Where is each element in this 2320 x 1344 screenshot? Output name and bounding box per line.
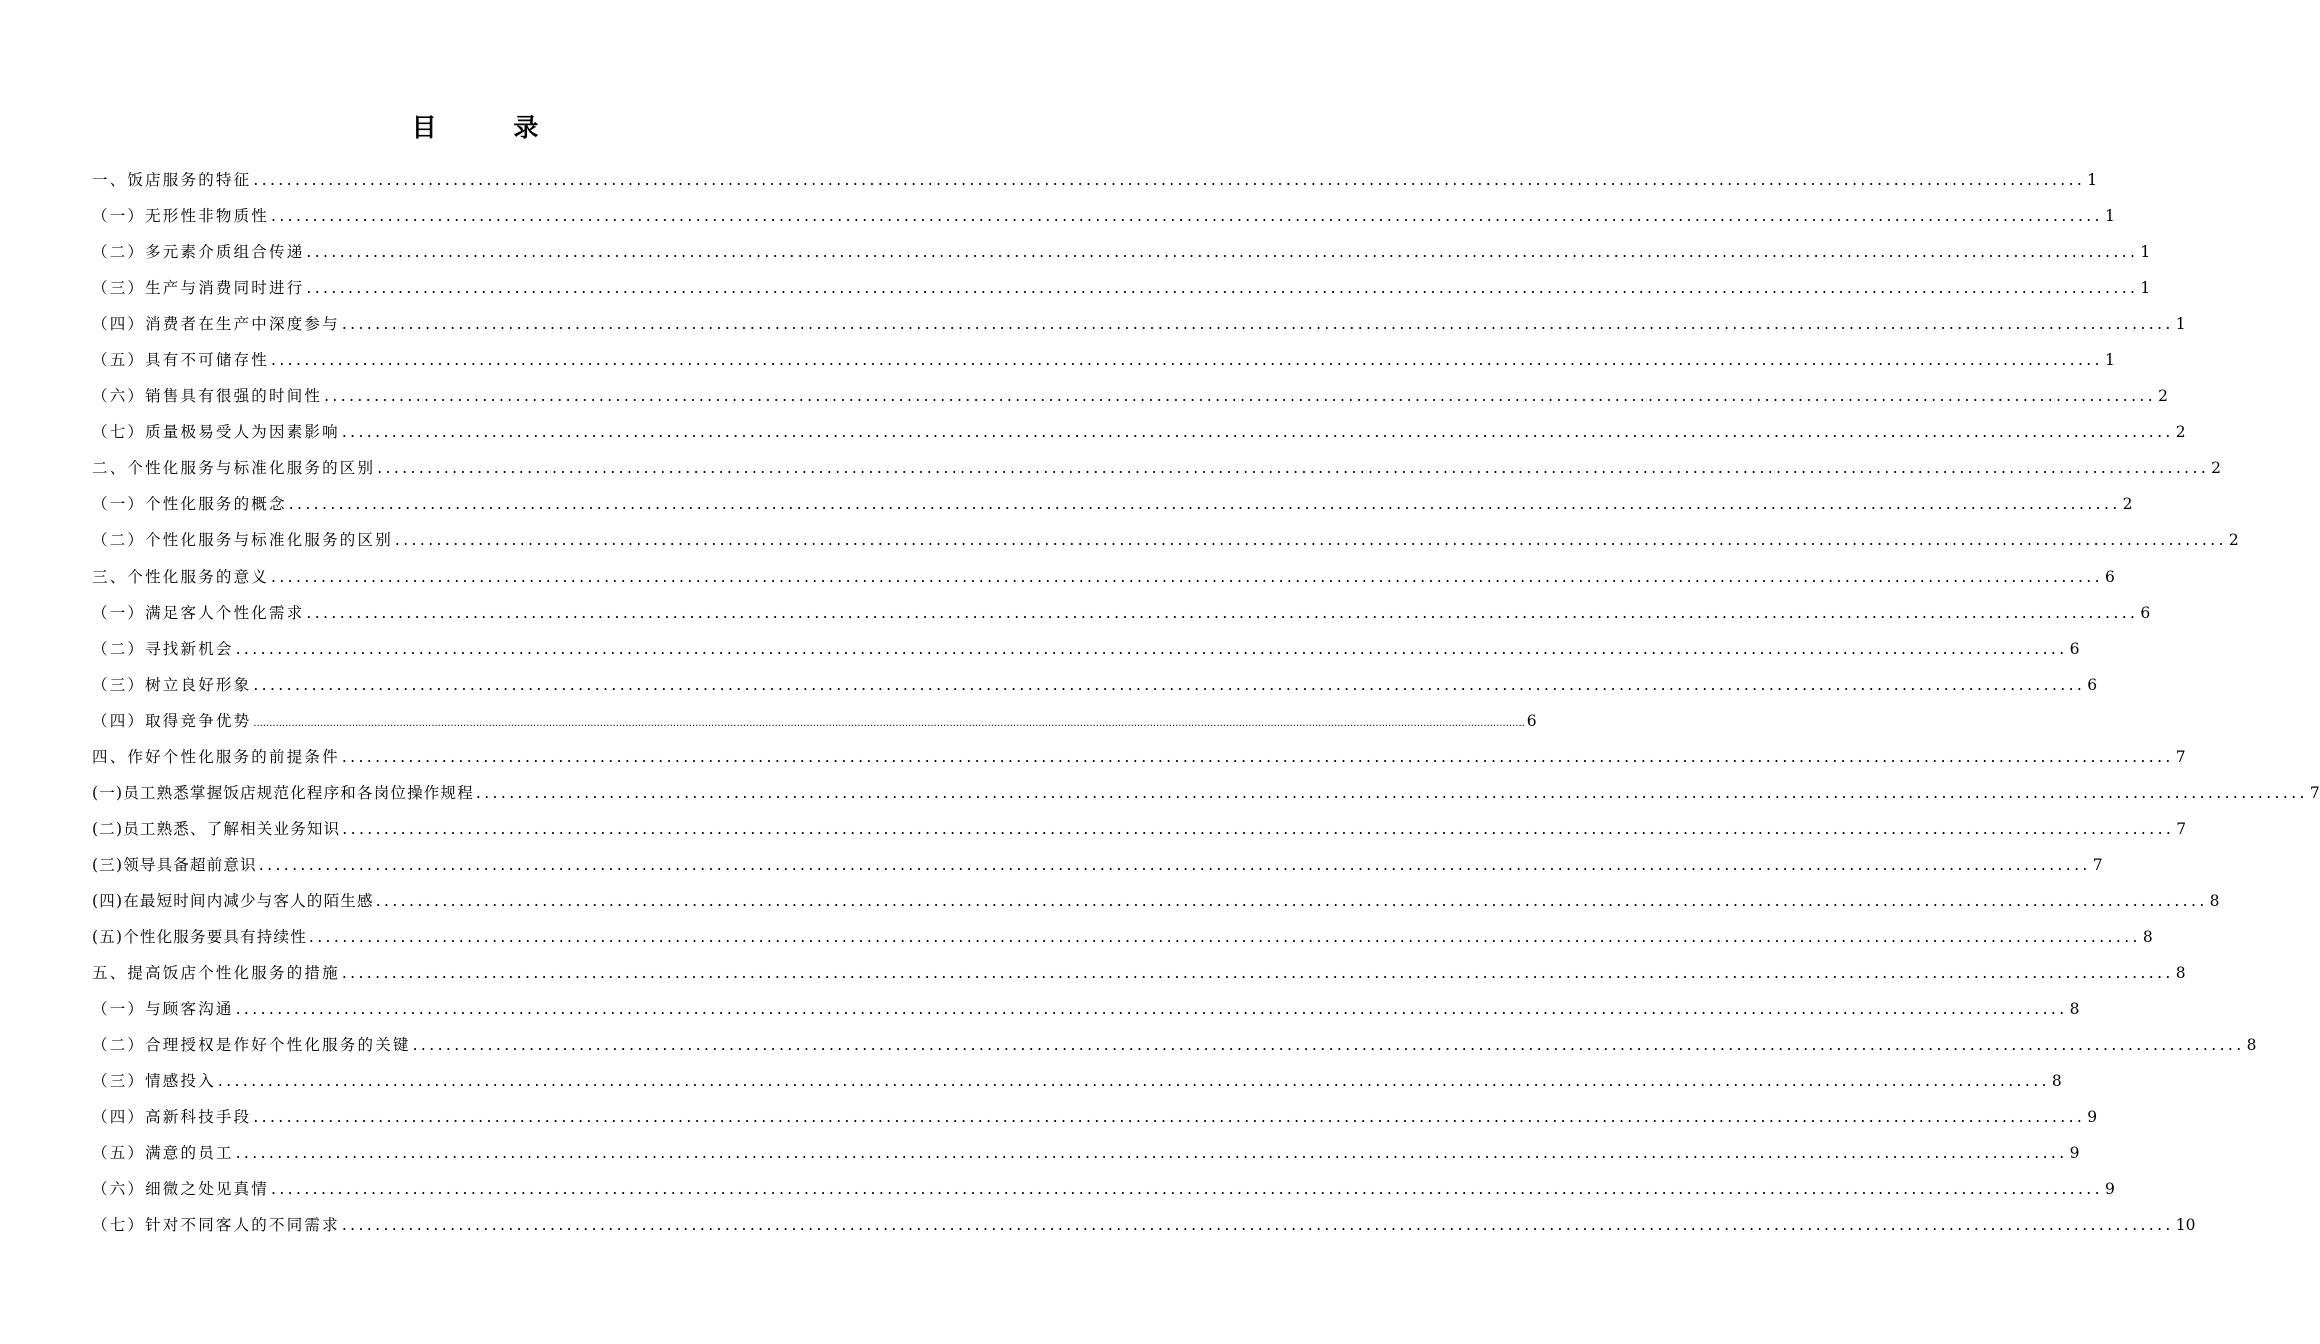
toc-entry-page-number: 6 (2087, 675, 2098, 694)
dot-leader: ............................................................................................................................................................................................................................ (271, 207, 2103, 226)
toc-entry-page-number: 1 (2175, 315, 2186, 334)
toc-entry-page-number: 8 (2246, 1036, 2257, 1055)
toc-entry-page-number: 9 (2087, 1108, 2098, 1127)
toc-entry[interactable] (92, 1135, 2080, 1171)
toc-entry-page-number: 6 (2069, 639, 2080, 658)
dot-leader: ............................................................................................................................................................................................................................ (288, 495, 2121, 514)
toc-entry[interactable] (92, 991, 2080, 1027)
toc-title: 目 录 (411, 113, 573, 142)
dot-leader: ............................................................................................................................................................................................................................ (308, 927, 2141, 946)
toc-entry-title: （三）情感投入 (92, 1072, 216, 1091)
toc-entry[interactable] (92, 234, 2151, 270)
toc-entry-title: 四、作好个性化服务的前提条件 (92, 747, 340, 766)
toc-entry[interactable] (92, 306, 2186, 342)
toc-entry-page-number: 2 (2158, 387, 2168, 406)
toc-entry-page-number: 2 (2211, 459, 2222, 478)
toc-entry-title: （四）取得竞争优势 (92, 711, 252, 730)
toc-entry-title: 二、个性化服务与标准化服务的区别 (92, 459, 376, 478)
dot-leader: ............................................................................................................................................................................................................................ (341, 423, 2174, 442)
dot-leader: ............................................................................................................................................................................................................................ (253, 171, 2086, 189)
toc-entry-page-number: 2 (2228, 531, 2239, 550)
toc-entry-title: （一）满足客人个性化需求 (92, 603, 305, 622)
toc-entry-title: （二）个性化服务与标准化服务的区别 (92, 531, 393, 550)
toc-entry-title: （四）消费者在生产中深度参与 (92, 315, 340, 334)
toc-entry-page-number: 8 (2209, 891, 2220, 910)
dot-leader: ............................................................................................................................................................................................................................ (253, 1108, 2086, 1127)
toc-entry-title: （一）无形性非物质性 (92, 207, 270, 226)
toc-entry-title: （二）合理授权是作好个性化服务的关键 (92, 1036, 411, 1055)
toc-entry-title: (三)领导具备超前意识 (92, 855, 257, 874)
toc-entry-title: (二)员工熟悉、了解相关业务知识 (92, 819, 341, 838)
toc-entry-title: 三、个性化服务的意义 (92, 567, 270, 586)
toc-entry-page-number: 1 (2140, 279, 2151, 298)
toc-entry-title: （三）树立良好形象 (92, 675, 252, 694)
toc-entry[interactable] (92, 811, 2187, 847)
toc-entry[interactable] (92, 1027, 2257, 1063)
dot-leader: ............................................................................................................................................................................................................................ (324, 387, 2157, 406)
dot-leader: ............................................................................................................................................................................................................................ (271, 567, 2103, 586)
toc-entry-title: 五、提高饭店个性化服务的措施 (92, 964, 340, 983)
dot-leader: ............................................................................................................................................................................................................................ (394, 531, 2227, 550)
dot-leader: ............................................................................................................................................................................................................................ (258, 855, 2091, 874)
toc-entry[interactable] (92, 667, 2098, 703)
toc-entry-page-number: 8 (2051, 1072, 2062, 1091)
toc-entry[interactable] (92, 486, 2133, 522)
toc-entry-page-number: 6 (2140, 603, 2151, 622)
toc-entry-title: （一）与顾客沟通 (92, 1000, 234, 1019)
toc-entry[interactable] (92, 270, 2151, 306)
dot-leader: ............................................................................................................................................................................................................................ (341, 1216, 2174, 1235)
toc-entry-page-number: 9 (2104, 1180, 2115, 1199)
toc-entry[interactable] (92, 919, 2153, 955)
dot-leader: ............................................................................................................................................................................................................................ (342, 819, 2175, 838)
dot-leader: ............................................................................................................................................................................................................................ (306, 279, 2139, 298)
toc-entry[interactable] (92, 414, 2186, 450)
dot-leader: ............................................................................................................................................................................................................................ (306, 603, 2139, 622)
toc-entry[interactable] (92, 378, 2168, 414)
toc-entry-page-number: 10 (2175, 1216, 2196, 1235)
toc-entry-page-number: 6 (1526, 711, 1537, 730)
dot-leader: ............................................................................................................................................................................................................................ (377, 459, 2210, 478)
toc-entry-title: (一)员工熟悉掌握饭店规范化程序和各岗位操作规程 (92, 783, 474, 802)
toc-entry-page-number: 2 (2122, 495, 2133, 514)
dot-leader: ............................................................................................................................................................................................................................ (375, 891, 2208, 910)
toc-entry[interactable] (92, 955, 2186, 991)
toc-entry-title: （三）生产与消费同时进行 (92, 279, 305, 298)
toc-entry-page-number: 2 (2175, 423, 2186, 442)
toc-entry[interactable] (92, 1063, 2062, 1099)
toc-entry[interactable] (92, 703, 1537, 739)
toc-entry-title: （四）高新科技手段 (92, 1108, 252, 1127)
toc-entry[interactable] (92, 739, 2186, 775)
toc-entry-title: （一）个性化服务的概念 (92, 495, 287, 514)
dot-leader: ............................................................................................................................................................................................................................ (235, 639, 2068, 658)
toc-entry[interactable] (92, 559, 2115, 595)
toc-entry-page-number: 7 (2175, 747, 2186, 766)
toc-entry-page-number: 7 (2176, 819, 2187, 838)
toc-entry-title: （六）销售具有很强的时间性 (92, 387, 323, 406)
toc-entry[interactable] (92, 162, 2098, 198)
toc-entry[interactable] (92, 883, 2220, 919)
toc-entry-title: （二）多元素介质组合传递 (92, 243, 305, 262)
toc-entry-title: （二）寻找新机会 (92, 639, 234, 658)
toc-entry-page-number: 1 (2140, 243, 2151, 262)
toc-entry-title: （七）针对不同客人的不同需求 (92, 1216, 340, 1235)
toc-entry-title: (四)在最短时间内减少与客人的陌生感 (92, 891, 374, 910)
dot-leader: ............................................................................................................................................................................................................................ (341, 747, 2174, 766)
toc-entry-title: （五）具有不可储存性 (92, 351, 270, 370)
dot-leader: ............................................................................................................................................................................................................................ (253, 675, 2086, 694)
toc-entry[interactable] (92, 775, 2320, 811)
dot-leader: ............................................................................................................................................................................................................................ (412, 1036, 2245, 1055)
toc-entry-page-number: 7 (2309, 783, 2320, 802)
toc-entry-page-number: 8 (2142, 927, 2153, 946)
toc-entry-page-number: 1 (2104, 207, 2115, 226)
toc-entry[interactable] (92, 342, 2115, 378)
dot-leader: ............................................................................................................................................................................................................................ (271, 1180, 2103, 1199)
dot-leader: ............................................................................................................................................................................................................................ (341, 315, 2174, 334)
toc-entry[interactable] (92, 198, 2115, 234)
toc-entry-title: （六）细微之处见真情 (92, 1180, 270, 1199)
toc-entry[interactable] (92, 595, 2151, 631)
toc-entry[interactable] (92, 1207, 2196, 1243)
dot-leader: ............................................................................................................................................................................................................................ (235, 1144, 2068, 1163)
dot-leader: ............................................................................................................................................................................................................................ (217, 1072, 2050, 1091)
dot-leader: ............................................................................................................................................................................................................................ (306, 243, 2139, 262)
toc-entry-page-number: 8 (2175, 964, 2186, 983)
dot-leader: ............................................................................................................................................................................................................................ (235, 1000, 2068, 1019)
toc-entry[interactable] (92, 1171, 2115, 1207)
toc-entry[interactable] (92, 847, 2103, 883)
dot-leader: ............................................................................................................................................................................................................................ (341, 964, 2174, 983)
toc-entry-title: （五）满意的员工 (92, 1144, 234, 1163)
dot-leader: ................................................................................................................................................................................................................................................................................................................................................................................................................ (253, 717, 1525, 729)
toc-entry[interactable] (92, 522, 2239, 558)
toc-entry-page-number: 9 (2069, 1144, 2080, 1163)
toc-entry-page-number: 7 (2092, 855, 2103, 874)
dot-leader: ............................................................................................................................................................................................................................ (271, 351, 2103, 370)
toc-entry[interactable] (92, 1099, 2098, 1135)
toc-list (92, 162, 2320, 1243)
toc-entry-page-number: 1 (2087, 171, 2098, 189)
toc-entry[interactable] (92, 631, 2080, 667)
toc-entry-page-number: 6 (2104, 567, 2115, 586)
toc-entry-title: （七）质量极易受人为因素影响 (92, 423, 340, 442)
toc-entry-title: 一、饭店服务的特征 (92, 171, 252, 189)
toc-entry[interactable] (92, 450, 2222, 486)
toc-entry-page-number: 8 (2069, 1000, 2080, 1019)
toc-entry-title: (五)个性化服务要具有持续性 (92, 927, 307, 946)
dot-leader: ............................................................................................................................................................................................................................ (475, 783, 2308, 802)
toc-entry-page-number: 1 (2104, 351, 2115, 370)
